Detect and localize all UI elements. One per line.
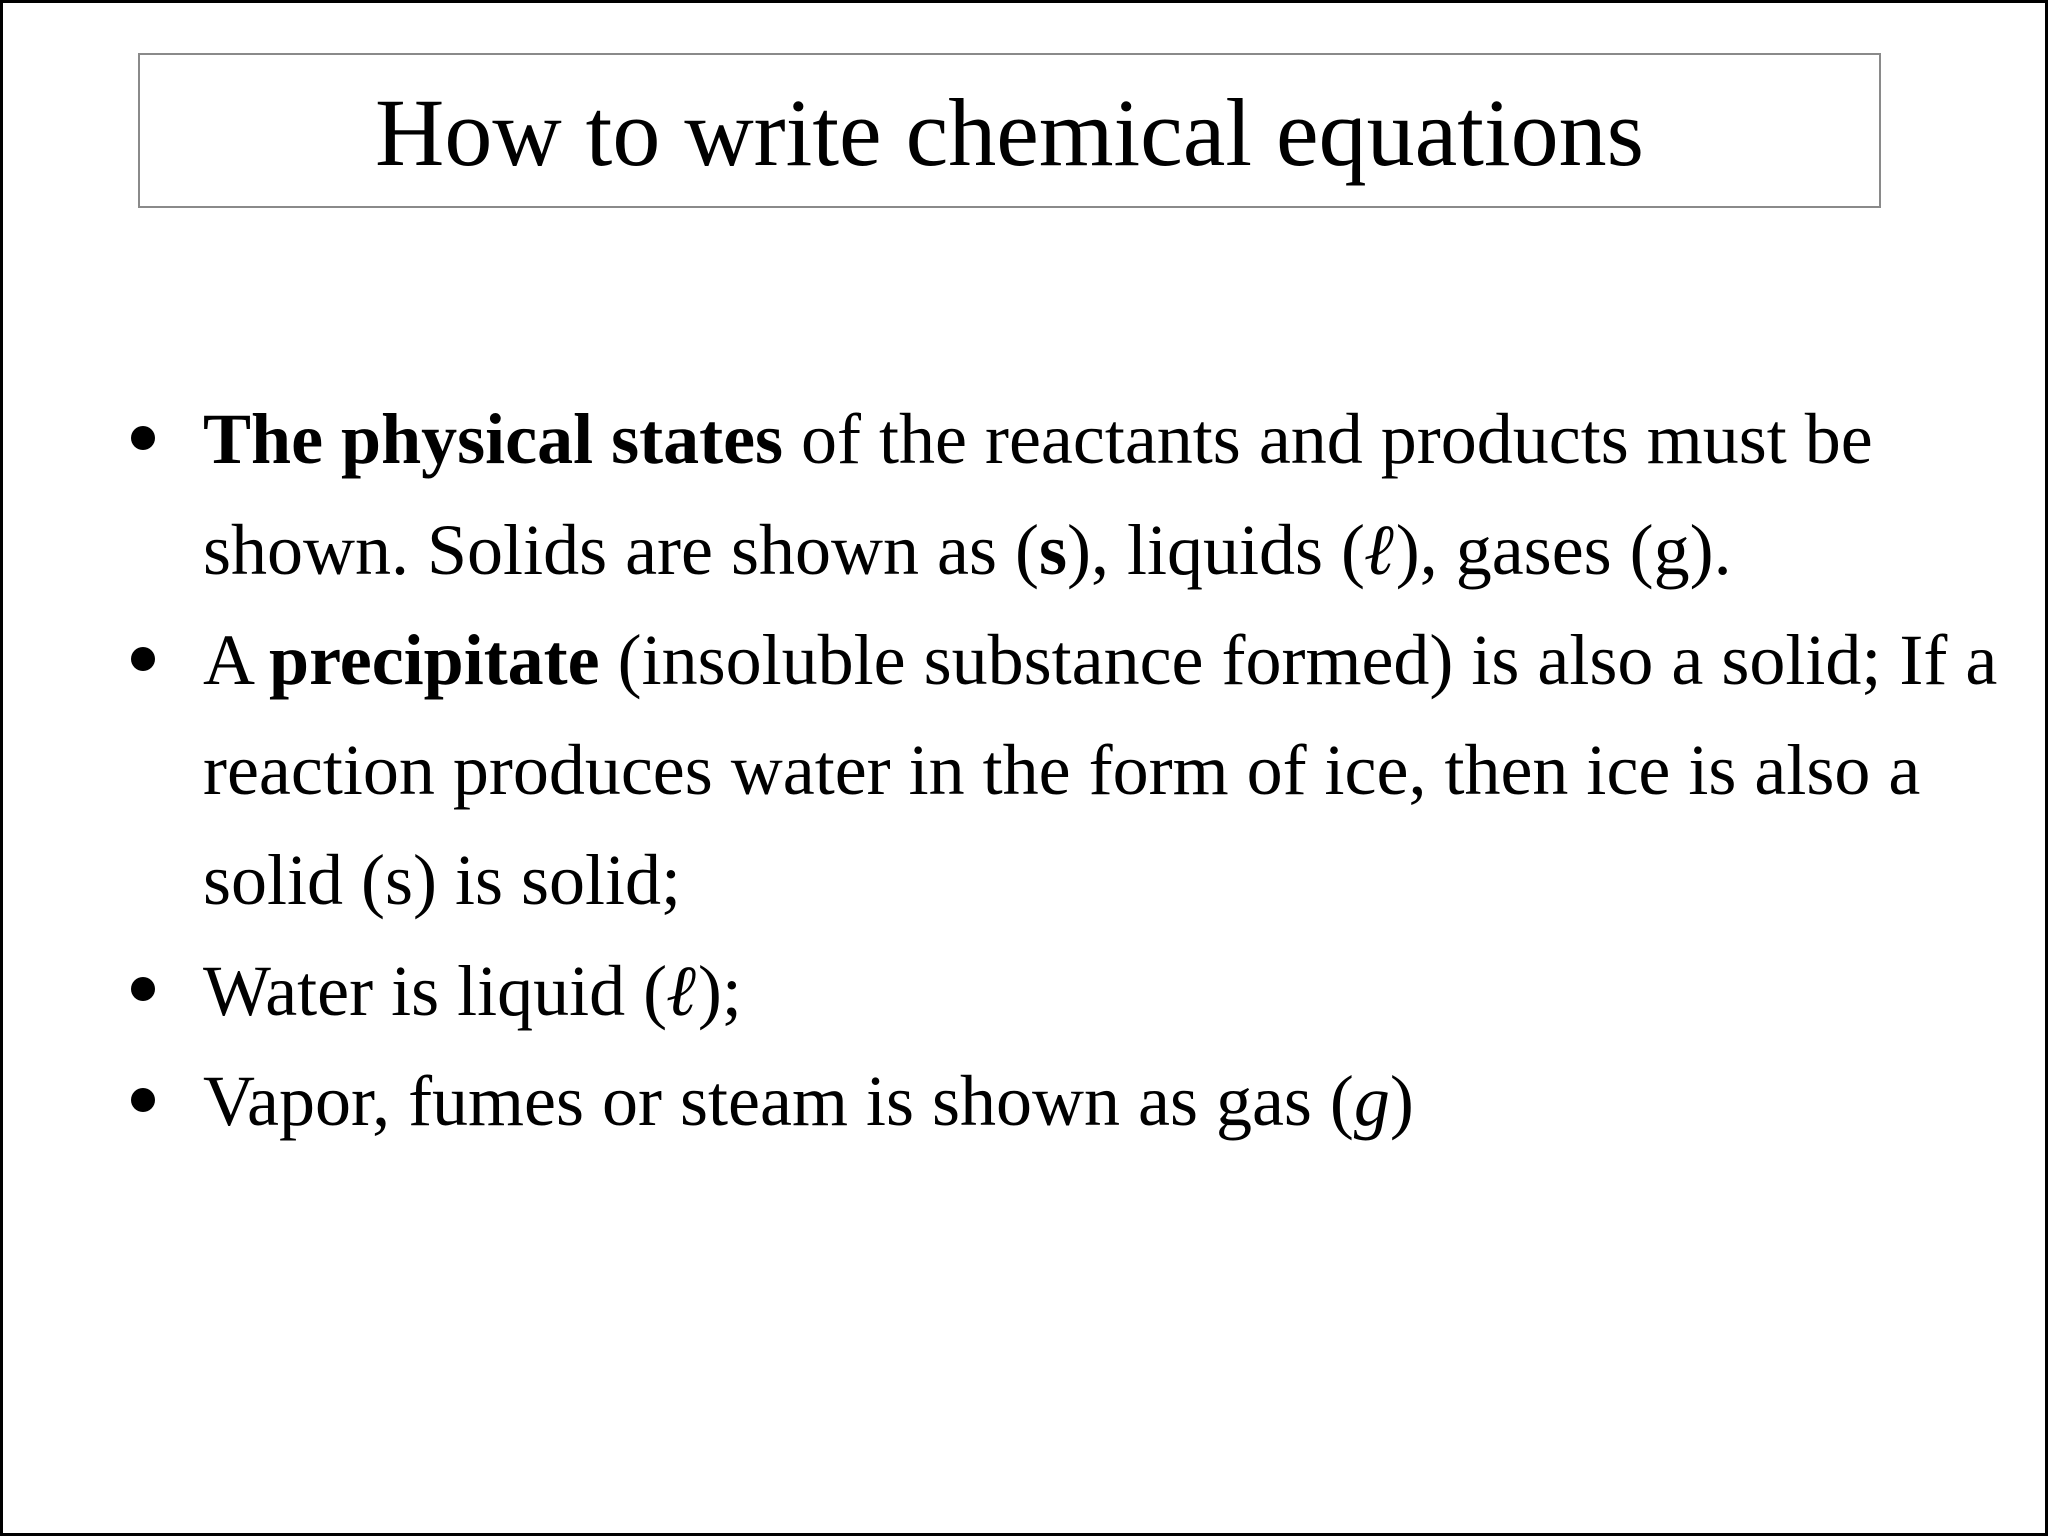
bullet-text-run: A	[203, 620, 270, 700]
bullet-text-run: Water is liquid (	[203, 951, 668, 1031]
bullet-text-run: precipitate	[269, 620, 600, 700]
bullet-text-run: Vapor, fumes or steam is shown as gas (	[203, 1061, 1354, 1141]
bullet-text-run: of the reactants and products must be shown. Solids are shown as (	[203, 399, 1873, 590]
liquid-symbol: ℓ	[667, 947, 698, 1032]
bullet-text-run: ), liquids (	[1066, 510, 1365, 590]
bullet-text-run: ), gases (g).	[1395, 510, 1732, 590]
bullet-icon	[131, 426, 155, 450]
bullet-text-run: (insoluble substance formed) is also a solid; If a reaction produces water in the form of ice, then ice is also a solid (s) is solid;	[203, 620, 1998, 920]
bullet-text	[203, 935, 2003, 1046]
bullet-item	[123, 605, 2003, 935]
bullet-text-run: )	[1389, 1061, 1414, 1141]
bullet-icon	[131, 647, 155, 671]
bullet-item	[123, 1046, 2003, 1156]
bullet-item	[123, 384, 2003, 605]
bullet-text	[203, 384, 2003, 605]
bullet-text-run: The physical states	[203, 399, 784, 479]
gas-symbol: g	[1353, 1061, 1390, 1141]
bullet-item	[123, 935, 2003, 1046]
bullet-text-run: );	[697, 951, 742, 1031]
bullet-text-run: s	[1038, 510, 1067, 590]
liquid-symbol: ℓ	[1364, 506, 1396, 591]
title-box	[138, 53, 1881, 208]
bullet-text	[203, 1046, 2003, 1156]
bullet-icon	[131, 977, 155, 1001]
slide-title: How to write chemical equations	[375, 78, 1644, 186]
bullet-list	[123, 384, 2003, 1156]
bullet-icon	[131, 1088, 155, 1112]
bullet-text	[203, 605, 2003, 935]
